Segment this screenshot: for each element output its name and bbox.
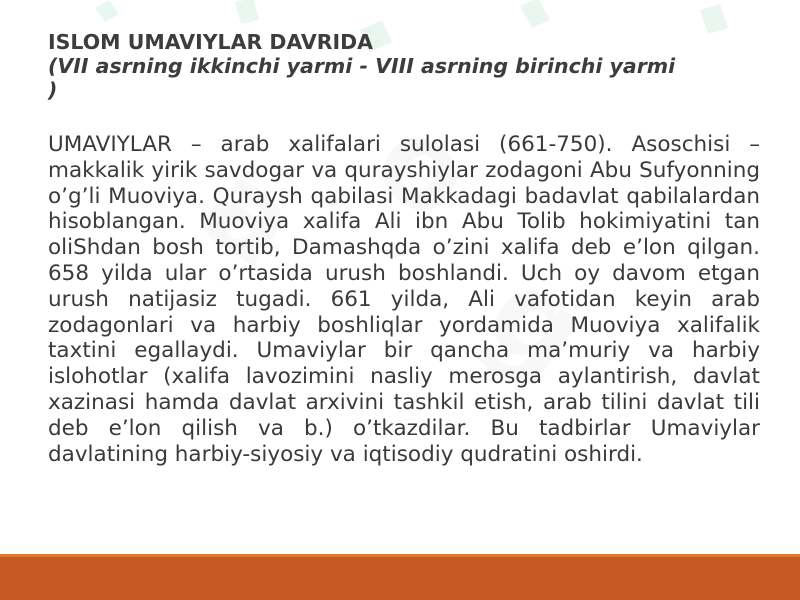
slide-content (48, 30, 760, 467)
svg-text:g: g (462, 241, 613, 405)
footer-accent-line (0, 554, 800, 557)
svg-text:a: a (176, 135, 323, 296)
svg-text:o: o (350, 86, 498, 249)
slide-title: ISLOM UMAVIYLAR DAVRIDA (48, 30, 374, 54)
body-paragraph: UMAVIYLAR – arab xalifalari sulolasi (661-750). Asoschisi – makkalik yirik savdogar va qurayshiylar zodagoni Abu Sufyonning o’g’li Muoviya. Quraysh qabilasi Makkadagi badavlat qabilalardan hisoblangan. Muoviya xalifa Ali ibn Abu Tolib hokimiyatini tan oliShdan bosh tortib, Damashqda o’zini xalifa deb e’lon qilgan. 658 yilda ular o’rtasida urush boshlandi. Uch oy davom etgan urush natijasiz tugadi. 661 yilda, Ali vafotidan keyin arab zodagonlari va harbiy boshliqlar yordamida Muoviya xalifalik taxtini egallaydi. Umaviylar bir qancha ma’muriy va harbiy islohotlar (xalifa lavozimini nasliy merosga aylantirish, davlat xazinasi hamda davlat arxivini tashkil etish, arab tilini davlat tili deb e’lon qilish va b.) o’tkazdilar. Bu tadbirlar Umaviylar davlatining harbiy-siyosiy va iqtisodiy qudratini oshirdi. (48, 132, 760, 467)
footer-band (0, 554, 800, 600)
slide-subtitle: (VII asrning ikkinchi yarmi - VIII asrning birinchi yarmi ) (48, 54, 676, 102)
